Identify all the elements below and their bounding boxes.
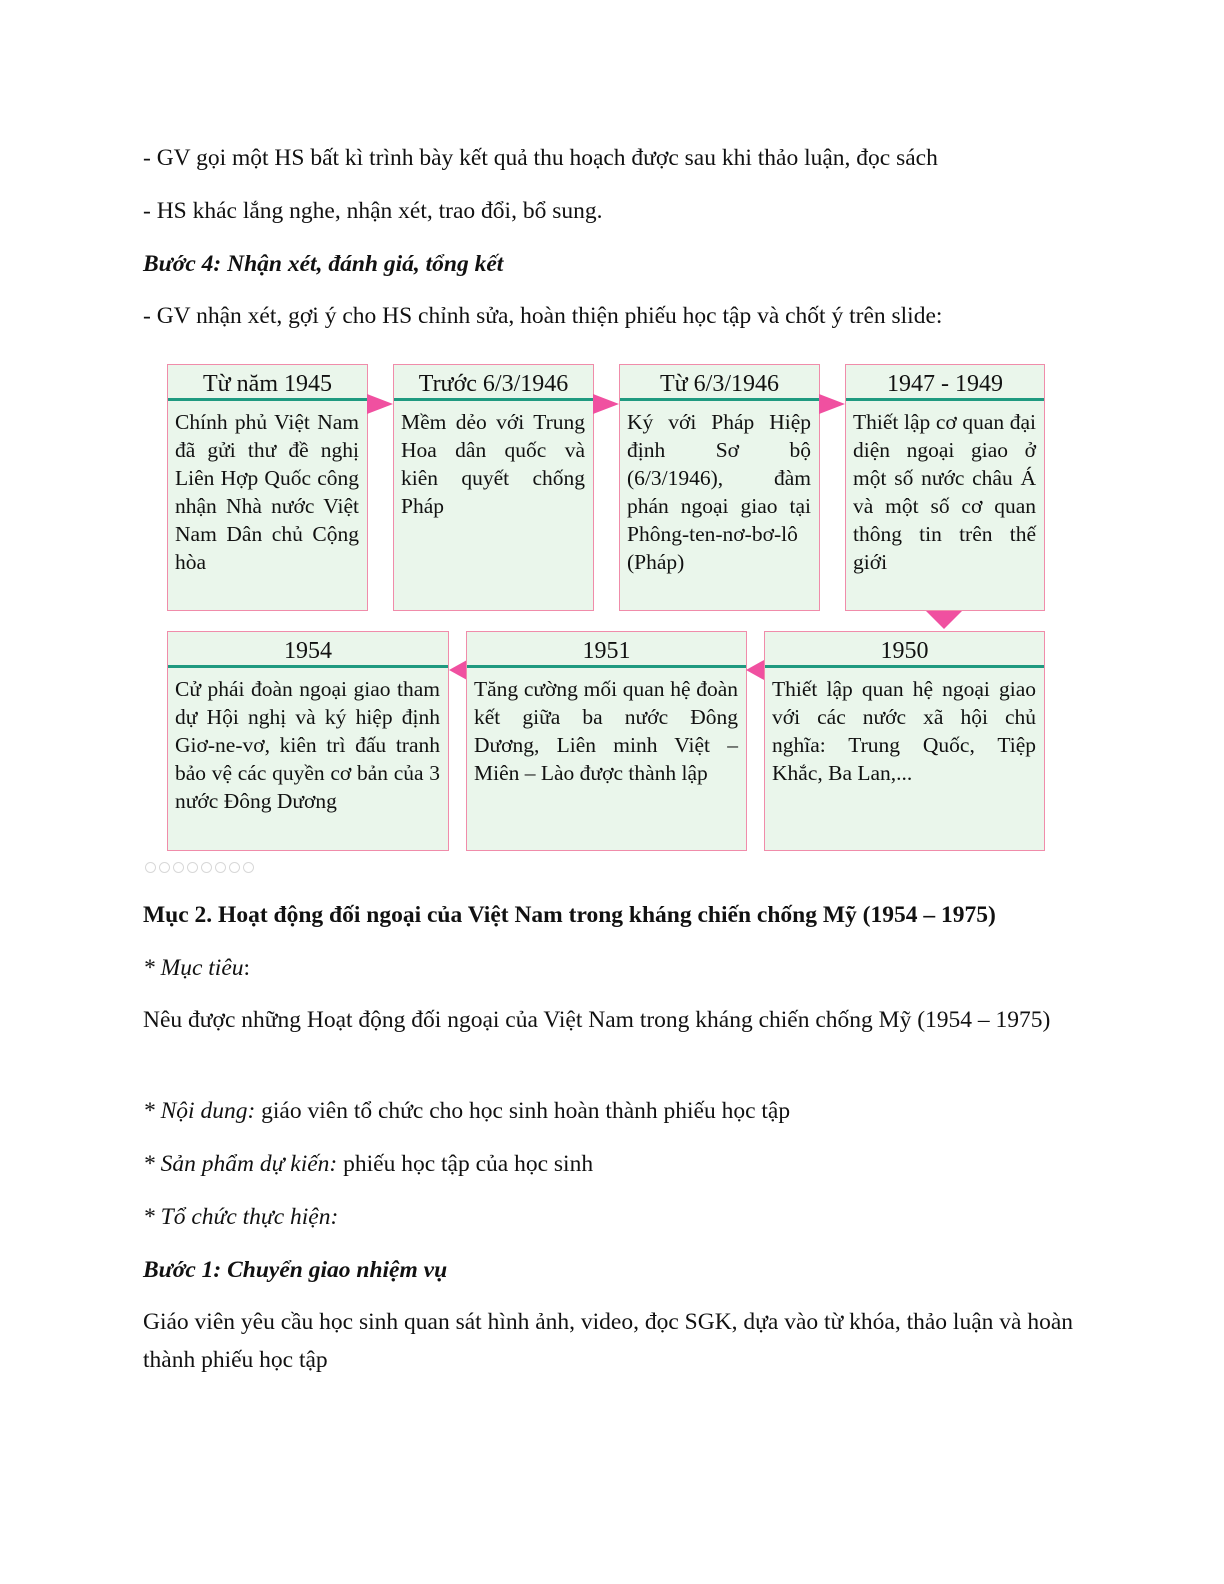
timeline-box-2 bbox=[393, 364, 594, 611]
timeline-box-text: Thiết lập cơ quan đại diện ngoại giao ở một số nước châu Á và một số cơ quan thông tin trên thế giới bbox=[853, 410, 1036, 574]
arrow-right-icon bbox=[367, 394, 393, 414]
timeline-box-1 bbox=[167, 364, 368, 611]
step1-heading: Bước 1: Chuyển giao nhiệm vụ bbox=[143, 1257, 448, 1283]
timeline-box-6 bbox=[466, 631, 747, 851]
timeline-box-text: Thiết lập quan hệ ngoại giao với các nước xã hội chủ nghĩa: Trung Quốc, Tiệp Khắc, Ba Lan,... bbox=[772, 677, 1036, 785]
dot-icon bbox=[187, 862, 198, 873]
timeline-box-title: Từ năm 1945 bbox=[168, 365, 367, 401]
timeline-box-4 bbox=[845, 364, 1045, 611]
timeline-box-text: Cử phái đoàn ngoại giao tham dự Hội nghị và ký hiệp định Giơ-ne-vơ, kiên trì đấu tranh bảo vệ các quyền cơ bản của 3 nước Đông Dương bbox=[175, 677, 440, 813]
timeline-box-title: Từ 6/3/1946 bbox=[620, 365, 819, 401]
timeline-box-5 bbox=[167, 631, 449, 851]
timeline-box-text: Ký với Pháp Hiệp định Sơ bộ (6/3/1946), đàm phán ngoại giao tại Phông-ten-nơ-bơ-lô (Pháp) bbox=[627, 410, 811, 574]
timeline-box-text: Mềm dẻo với Trung Hoa dân quốc và kiên quyết chống Pháp bbox=[401, 410, 585, 518]
dot-icon bbox=[173, 862, 184, 873]
intro-line-2: - HS khác lắng nghe, nhận xét, trao đổi, bổ sung. bbox=[143, 198, 603, 224]
product-label: * Sản phẩm dự kiến: bbox=[143, 1151, 338, 1177]
dot-icon bbox=[229, 862, 240, 873]
timeline-box-title: 1950 bbox=[765, 632, 1044, 668]
section2-heading: Mục 2. Hoạt động đối ngoại của Việt Nam trong kháng chiến chống Mỹ (1954 – 1975) bbox=[143, 902, 996, 928]
product-line bbox=[143, 1145, 1078, 1183]
arrow-left-icon bbox=[449, 660, 467, 680]
objective-label: * Mục tiêu bbox=[143, 955, 244, 981]
timeline-box-7 bbox=[764, 631, 1045, 851]
timeline-box-title: 1951 bbox=[467, 632, 746, 668]
arrow-down-icon bbox=[926, 611, 962, 629]
dot-icon bbox=[159, 862, 170, 873]
timeline-box-text: Chính phủ Việt Nam đã gửi thư đề nghị Liên Hợp Quốc công nhận Nhà nước Việt Nam Dân chủ Cộng hòa bbox=[175, 410, 359, 574]
arrow-right-icon bbox=[819, 394, 845, 414]
dot-icon bbox=[243, 862, 254, 873]
content-line bbox=[143, 1092, 1078, 1130]
product-text: phiếu học tập của học sinh bbox=[337, 1151, 594, 1177]
step4-heading: Bước 4: Nhận xét, đánh giá, tổng kết bbox=[143, 251, 504, 277]
timeline-box-title: 1954 bbox=[168, 632, 448, 668]
arrow-right-icon bbox=[593, 394, 619, 414]
intro-line-1: - GV gọi một HS bất kì trình bày kết quả thu hoạch được sau khi thảo luận, đọc sách bbox=[143, 145, 938, 171]
dot-icon bbox=[145, 862, 156, 873]
dot-icon bbox=[215, 862, 226, 873]
timeline-box-3 bbox=[619, 364, 820, 611]
timeline-box-text: Tăng cường mối quan hệ đoàn kết giữa ba nước Đông Dương, Liên minh Việt – Miên – Lào được thành lập bbox=[474, 677, 738, 785]
organization-label: * Tổ chức thực hiện: bbox=[143, 1204, 339, 1230]
content-text: giáo viên tổ chức cho học sinh hoàn thành phiếu học tập bbox=[255, 1098, 791, 1124]
step1-text: Giáo viên yêu cầu học sinh quan sát hình ảnh, video, đọc SGK, dựa vào từ khóa, thảo luận và hoàn thành phiếu học tập bbox=[143, 1309, 1074, 1373]
objective-label-line bbox=[143, 949, 1078, 987]
slide-toolbar-icons bbox=[145, 862, 254, 873]
intro-line-3: - GV nhận xét, gợi ý cho HS chỉnh sửa, hoàn thiện phiếu học tập và chốt ý trên slide: bbox=[143, 303, 943, 329]
objective-text: Nêu được những Hoạt động đối ngoại của Việt Nam trong kháng chiến chống Mỹ (1954 – 1975) bbox=[143, 1007, 1051, 1033]
dot-icon bbox=[201, 862, 212, 873]
arrow-left-icon bbox=[746, 660, 764, 680]
timeline-box-title: Trước 6/3/1946 bbox=[394, 365, 593, 401]
timeline-box-title: 1947 - 1949 bbox=[846, 365, 1044, 401]
content-label: * Nội dung: bbox=[143, 1098, 256, 1124]
objective-colon: : bbox=[243, 955, 251, 981]
